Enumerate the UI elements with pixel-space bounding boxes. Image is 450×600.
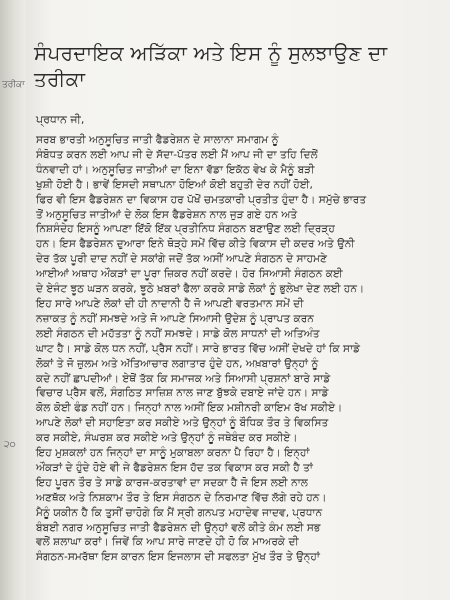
body-line: ਸਰਬ ਭਾਰਤੀ ਅਨੁਸੂਚਿਤ ਜਾਤੀ ਫੈਡਰੇਸ਼ਨ ਦੇ ਸਾਲਾਨਾ ਸਮਾਗਮ ਨੂੰ [36, 134, 279, 146]
body-line: ਆਪਣੇ ਲੋਕਾਂ ਦੀ ਸਹਾਇਤਾ ਕਰ ਸਕੀਏ ਅਤੇ ਉਨ੍ਹਾਂ ਨੂੰ ਬੌਧਿਕ ਤੌਰ ਤੇ ਵਿਕਸਿਤ [36, 417, 329, 430]
body-line: ਲੋਕਾਂ ਤੇ ਜੋ ਜ਼ੁਲਮ ਅਤੇ ਅੱਤਿਆਚਾਰ ਲਗਾਤਾਰ ਹੁੰਦੇ ਹਨ, ਅਖ਼ਬਾਰਾਂ ਉਨ੍ਹਾਂ ਨੂੰ [36, 357, 319, 370]
body-text [36, 133, 434, 565]
body-line: ਮੈਨੂੰ ਯਕੀਨ ਹੈ ਕਿ ਤੁਸੀਂ ਚਾਹੋਗੇ ਕਿ ਮੈਂ ਸ੍ਰੀ ਗਨਪਤ ਮਹਾਦੇਵ ਜਾਦਵ, ਪ੍ਰਧਾਨ [36, 506, 323, 519]
facing-page-running-head: ਤਰੀਕਾ [2, 80, 25, 90]
chapter-title-line: ਸੰਪਰਦਾਇਕ ਅੜਿੱਕਾ ਅਤੇ ਇਸ ਨੂੰ ਸੁਲਝਾਉਣ ਦਾ [34, 41, 388, 65]
body-line: ਵਿਚਾਰ ਪ੍ਰੈਸ ਵਲੋਂ, ਸੰਗਠਿਤ ਸਾਜ਼ਿਸ਼ ਨਾਲ ਜਾਣ ਬੁੱਝਕੇ ਦਬਾਏ ਜਾਂਦੇ ਹਨ। ਸਾਡੇ [36, 387, 329, 400]
body-line: ਤੋਂ ਅਨੁਸੂਚਿਤ ਜਾਤੀਆਂ ਦੇ ਲੋਕ ਇਸ ਫੈਡਰੇਸ਼ਨ ਨਾਲ ਜੁੜ ਗਏ ਹਨ ਅਤੇ [36, 208, 298, 221]
body-line: ਨਿਸ਼ਸੰਦੇਹ ਇਸਨੂੰ ਆਪਣਾ ਇੱਕੋ ਇੱਕ ਪ੍ਰਤੀਨਿਧ ਸੰਗਠਨ ਬਣਾਉਣ ਲਈ ਦ੍ਰਿੜ੍ਹ [36, 223, 335, 236]
body-line: ਦੇਰ ਤੱਕ ਪੂਰੀ ਦਾਦ ਨਹੀਂ ਦੇ ਸਕਾਂਗੇ ਜਦੋਂ ਤੱਕ ਅਸੀਂ ਆਪਣੇ ਸੰਗਠਨ ਦੇ ਸਾਹਮਣੇ [36, 253, 328, 266]
book-page [26, 0, 450, 600]
facing-page-number: ੨੦ [4, 440, 16, 450]
body-line: ਵਲੋਂ ਸ਼ਲਾਘਾ ਕਰਾਂ। ਜਿਵੇਂ ਕਿ ਆਪ ਸਾਰੇ ਜਾਣਦੇ ਹੀ ਹੋ ਕਿ ਮਾਅਰਕੇ ਦੀ [36, 536, 299, 549]
body-line: ਫਿਰ ਵੀ ਇਸ ਫੈਡਰੇਸ਼ਨ ਦਾ ਵਿਕਾਸ ਹਰ ਪੱਖੋਂ ਚਮਤਕਾਰੀ ਪ੍ਰਤੀਤ ਹੁੰਦਾ ਹੈ। ਸਮੁੱਚੇ ਭਾਰਤ [36, 193, 367, 206]
facing-page-edge [0, 0, 25, 600]
body-line: ਅਣਥੱਕ ਅਤੇ ਨਿਸ਼ਕਾਮ ਤੌਰ ਤੇ ਇਸ ਸੰਗਠਨ ਦੇ ਨਿਰਮਾਣ ਵਿੱਚ ਲੱਗੇ ਰਹੇ ਹਨ। [36, 491, 327, 504]
chapter-title-line: ਤਰੀਕਾ [34, 67, 86, 91]
body-line: ਖੁਸ਼ੀ ਹੋਈ ਹੈ। ਭਾਵੇਂ ਇਸਦੀ ਸਥਾਪਨਾ ਹੋਇਆਂ ਕੋਈ ਬਹੁਤੀ ਦੇਰ ਨਹੀਂ ਹੋਈ, [36, 178, 313, 191]
body-line: ਬੰਬਈ ਨਗਰ ਅਨੁਸੂਚਿਤ ਜਾਤੀ ਫੈਡਰੇਸ਼ਨ ਦੀ ਉਨ੍ਹਾਂ ਵਲੋਂ ਕੀਤੇ ਕੰਮ ਲਈ ਸਭ [36, 521, 321, 534]
body-line: ਕੋਲ ਕੋਈ ਫੰਡ ਨਹੀਂ ਹਨ। ਜਿਨ੍ਹਾਂ ਨਾਲ ਅਸੀਂ ਇਕ ਮਸ਼ੀਨਰੀ ਕਾਇਮ ਰੱਖ ਸਕੀਏ। [36, 402, 343, 415]
body-line: ਲਈ ਸੰਗਠਨ ਦੀ ਮਹੱਤਤਾ ਨੂੰ ਨਹੀਂ ਸਮਝਦੇ। ਸਾਡੇ ਕੋਲ ਸਾਧਨਾਂ ਦੀ ਅਤਿਅੰਤ [36, 327, 320, 340]
body-line: ਇਹ ਸਾਰੇ ਆਪਣੇ ਲੋਕਾਂ ਦੀ ਹੀ ਨਾਦਾਨੀ ਹੈ ਜੋ ਆਪਣੀ ਵਰਤਮਾਨ ਸਮੇਂ ਦੀ [36, 297, 304, 310]
body-line: ਕਦੇ ਨਹੀਂ ਛਾਪਦੀਆਂ। ਏਥੋਂ ਤੱਕ ਕਿ ਸਮਾਜਕ ਅਤੇ ਸਿਆਸੀ ਪ੍ਰਸ਼ਨਾਂ ਬਾਰੇ ਸਾਡੇ [36, 372, 331, 385]
body-line: ਦੇ ਏਜੰਟ ਝੂਠ ਘੜਨ ਕਰਕੇ, ਝੂਠੇ ਖ਼ਬਰਾਂ ਫੈਲਾ ਕਰਕੇ ਸਾਡੇ ਲੋਕਾਂ ਨੂੰ ਭੁਲੇਖਾ ਦੇਣ ਲਈ ਹਨ। [36, 283, 365, 296]
body-line: ਧੰਨਵਾਦੀ ਹਾਂ। ਅਨੁਸੂਚਿਤ ਜਾਤੀਆਂ ਦਾ ਇਨਾ ਵੱਡਾ ਇਕੱਠ ਵੇਖ ਕੇ ਮੈਨੂੰ ਬੜੀ [36, 163, 315, 176]
body-line: ਕਰ ਸਕੀਏ, ਸੰਘਰਸ਼ ਕਰ ਸਕੀਏ ਅਤੇ ਉਨ੍ਹਾਂ ਨੂੰ ਜਥੇਬੰਦ ਕਰ ਸਕੀਏ। [36, 432, 298, 445]
body-line: ਸੰਬੋਧਤ ਕਰਨ ਲਈ ਆਪ ਜੀ ਦੇ ਸੱਦਾ-ਪੱਤਰ ਲਈ ਮੈਂ ਆਪ ਜੀ ਦਾ ਤਹਿ ਦਿਲੋਂ [36, 148, 318, 161]
body-line: ਇਹ ਪੂਰਨ ਤੌਰ ਤੇ ਸਾਡੇ ਕਾਰਜ-ਕਰਤਾਵਾਂ ਦਾ ਸਦਕਾ ਹੈ ਜੋ ਇਸ ਲਈ ਨਾਲ [36, 476, 308, 489]
body-line: ਸੰਗਠਨ-ਸਮਰੱਥਾ ਇਸ ਕਾਰਨ ਇਸ ਇਜਲਾਸ ਦੀ ਸਫਲਤਾ ਮੁੱਖ ਤੌਰ ਤੇ ਉਨ੍ਹਾਂ [36, 551, 320, 564]
body-line: ਔਕੜਾਂ ਦੇ ਹੁੰਦੇ ਹੋਏ ਵੀ ਜੇ ਫੈਡਰੇਸ਼ਨ ਇਸ ਹੱਦ ਤਕ ਵਿਕਾਸ ਕਰ ਸਕੀ ਹੈ ਤਾਂ [36, 461, 313, 474]
body-line: ਹਨ। ਇਸ ਫੈਡਰੇਸ਼ਨ ਦੁਆਰਾ ਇਨੇ ਥੋੜ੍ਹੇ ਸਮੇਂ ਵਿੱਚ ਕੀਤੇ ਵਿਕਾਸ ਦੀ ਕਦਰ ਅਤੇ ਉਨੀ [36, 238, 355, 251]
chapter-title [34, 40, 434, 92]
body-line: ਇਹ ਮੁਸ਼ਕਲਾਂ ਹਨ ਜਿਨ੍ਹਾਂ ਦਾ ਸਾਨੂੰ ਮੁਕਾਬਲਾ ਕਰਨਾ ਪੈ ਰਿਹਾ ਹੈ। ਇਨ੍ਹਾਂ [36, 447, 310, 460]
body-line: ਆਈਆਂ ਅਥਾਹ ਔਕੜਾਂ ਦਾ ਪੂਰਾ ਜ਼ਿਕਰ ਨਹੀਂ ਕਰਦੇ। ਹੋਰ ਸਿਆਸੀ ਸੰਗਠਨ ਕਈ [36, 268, 343, 281]
salutation: ਪ੍ਰਧਾਨ ਜੀ, [36, 113, 85, 126]
body-line: ਨਜ਼ਾਕਤ ਨੂੰ ਨਹੀਂ ਸਮਝਦੇ ਅਤੇ ਜੋ ਆਪਣੇ ਸਿਆਸੀ ਉਦੇਸ਼ ਨੂੰ ਪ੍ਰਾਪਤ ਕਰਨ [36, 312, 314, 325]
body-line: ਘਾਟ ਹੈ। ਸਾਡੇ ਕੋਲ ਧਨ ਨਹੀਂ, ਪ੍ਰੈਸ ਨਹੀਂ। ਸਾਰੇ ਭਾਰਤ ਵਿੱਚ ਅਸੀਂ ਦੇਖਦੇ ਹਾਂ ਕਿ ਸਾਡੇ [36, 342, 361, 355]
